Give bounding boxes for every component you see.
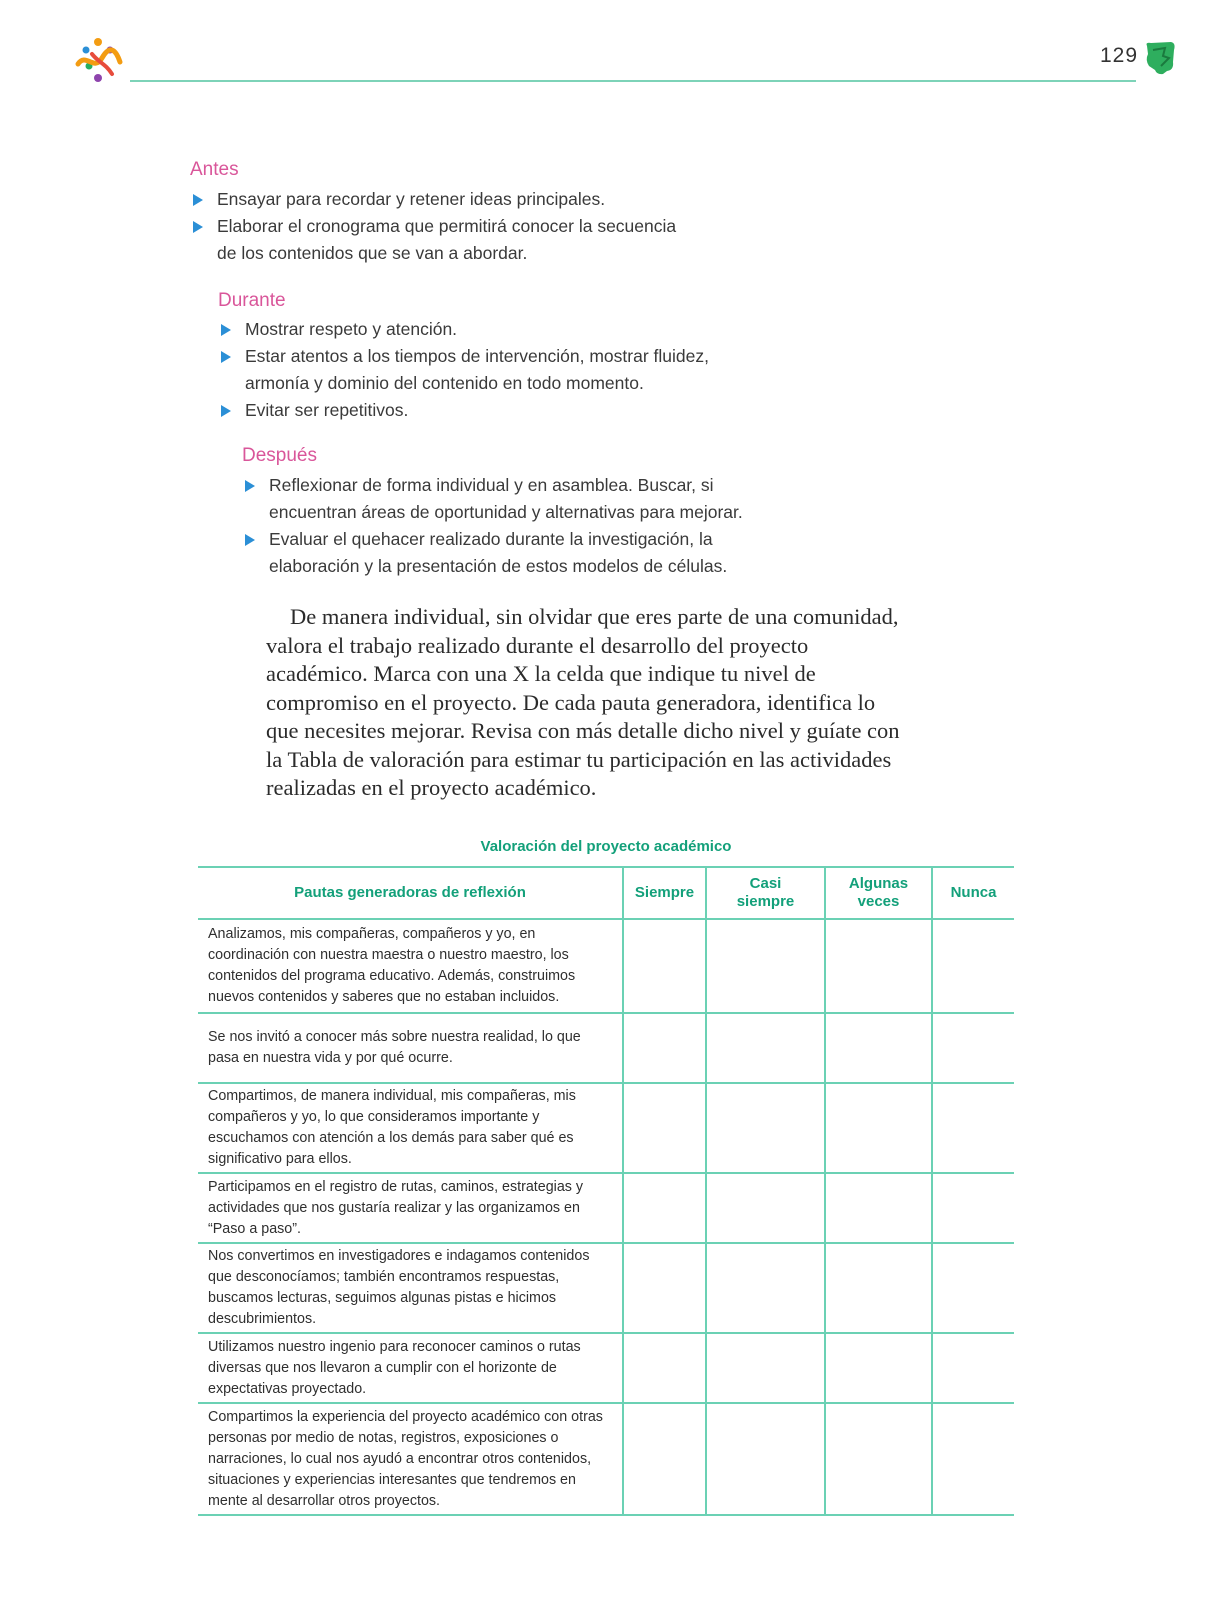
- antes-list: [190, 186, 710, 267]
- page-badge-icon: [1143, 40, 1177, 76]
- table-row: [198, 1173, 1014, 1243]
- bullet-arrow-icon: [221, 405, 231, 417]
- bullet-arrow-icon: [245, 534, 255, 546]
- cell-nunca[interactable]: [932, 1173, 1014, 1243]
- header-casi-siempre: Casi siempre: [706, 867, 825, 919]
- cell-siempre[interactable]: [623, 1243, 706, 1333]
- list-item: Elaborar el cronograma que permitirá conocer la secuencia de los contenidos que se van a abordar.: [190, 213, 692, 267]
- section-title-antes: Antes: [190, 159, 239, 180]
- cell-nunca[interactable]: [932, 1403, 1014, 1515]
- cell-nunca[interactable]: [932, 919, 1014, 1013]
- row-text: Se nos invitó a conocer más sobre nuestra realidad, lo que pasa en nuestra vida y por qué ocurre.: [198, 1013, 623, 1083]
- row-text: Participamos en el registro de rutas, caminos, estrategias y actividades que nos gustaría realizar y las organizamos en “Paso a paso”.: [198, 1173, 623, 1243]
- cell-casi-siempre[interactable]: [706, 1083, 825, 1173]
- cell-algunas-veces[interactable]: [825, 1333, 932, 1403]
- valoracion-table: [198, 866, 1014, 1516]
- table-row: [198, 1333, 1014, 1403]
- cell-siempre[interactable]: [623, 919, 706, 1013]
- instruction-paragraph: De manera individual, sin olvidar que eres parte de una comunidad, valora el trabajo realizado durante el desarrollo del proyecto académico. Marca con una X la celda que indique tu nivel de compromiso en el proyecto. De cada pauta generadora, identifica lo que necesites mejorar. Revisa con más detalle dicho nivel y guíate con la Tabla de valoración para estimar tu participación en las actividades realizadas en el proyecto académico.: [266, 604, 900, 800]
- table-header-row: [198, 867, 1014, 919]
- header-nunca: Nunca: [932, 867, 1014, 919]
- row-text: Compartimos la experiencia del proyecto académico con otras personas por medio de notas, registros, exposiciones o narraciones, lo cual nos ayudó a encontrar otros contenidos, situaciones y experiencias interesantes que tendremos en mente al desarrollar otros proyectos.: [198, 1403, 623, 1515]
- durante-list: [218, 316, 718, 424]
- cell-algunas-veces[interactable]: [825, 1403, 932, 1515]
- cell-algunas-veces[interactable]: [825, 1243, 932, 1333]
- header-rule: [130, 80, 1136, 82]
- table-title: Valoración del proyecto académico: [480, 838, 732, 855]
- cell-casi-siempre[interactable]: [706, 1243, 825, 1333]
- list-item: Evitar ser repetitivos.: [218, 397, 718, 424]
- table-row: [198, 1013, 1014, 1083]
- section-title-despues: Después: [242, 445, 317, 466]
- cell-nunca[interactable]: [932, 1013, 1014, 1083]
- table-row: [198, 1083, 1014, 1173]
- bullet-arrow-icon: [193, 221, 203, 233]
- table-row: [198, 1403, 1014, 1515]
- cell-casi-siempre[interactable]: [706, 1013, 825, 1083]
- list-item: Mostrar respeto y atención.: [218, 316, 718, 343]
- bullet-arrow-icon: [245, 480, 255, 492]
- cell-casi-siempre[interactable]: [706, 1333, 825, 1403]
- page-number: 129: [1100, 44, 1139, 67]
- bullet-arrow-icon: [221, 324, 231, 336]
- table-row: [198, 919, 1014, 1013]
- publisher-logo-icon: [72, 34, 124, 86]
- list-item: Ensayar para recordar y retener ideas principales.: [190, 186, 710, 213]
- header-pautas: Pautas generadoras de reflexión: [198, 867, 623, 919]
- row-text: Analizamos, mis compañeras, compañeros y yo, en coordinación con nuestra maestra o nuestro maestro, los contenidos del programa educativo. Además, construimos nuevos contenidos y saberes que no estaban incluidos.: [198, 919, 623, 1013]
- cell-siempre[interactable]: [623, 1333, 706, 1403]
- cell-algunas-veces[interactable]: [825, 1083, 932, 1173]
- cell-casi-siempre[interactable]: [706, 1403, 825, 1515]
- table-row: [198, 1243, 1014, 1333]
- list-item: Reflexionar de forma individual y en asamblea. Buscar, si encuentran áreas de oportunidad y alternativas para mejorar.: [242, 472, 747, 526]
- despues-list: [242, 472, 747, 580]
- cell-nunca[interactable]: [932, 1333, 1014, 1403]
- cell-siempre[interactable]: [623, 1013, 706, 1083]
- cell-siempre[interactable]: [623, 1173, 706, 1243]
- cell-algunas-veces[interactable]: [825, 1013, 932, 1083]
- row-text: Compartimos, de manera individual, mis compañeras, mis compañeros y yo, lo que consideramos importante y escuchamos con atención a los demás para saber qué es significativo para ellos.: [198, 1083, 623, 1173]
- row-text: Utilizamos nuestro ingenio para reconocer caminos o rutas diversas que nos llevaron a cumplir con el horizonte de expectativas proyectado.: [198, 1333, 623, 1403]
- cell-algunas-veces[interactable]: [825, 919, 932, 1013]
- cell-nunca[interactable]: [932, 1243, 1014, 1333]
- header-siempre: Siempre: [623, 867, 706, 919]
- header-algunas-veces: Algunas veces: [825, 867, 932, 919]
- cell-siempre[interactable]: [623, 1403, 706, 1515]
- cell-casi-siempre[interactable]: [706, 919, 825, 1013]
- row-text: Nos convertimos en investigadores e indagamos contenidos que desconocíamos; también encontramos respuestas, buscamos lecturas, seguimos algunas pistas e hicimos descubrimientos.: [198, 1243, 623, 1333]
- cell-siempre[interactable]: [623, 1083, 706, 1173]
- bullet-arrow-icon: [193, 194, 203, 206]
- list-item: Evaluar el quehacer realizado durante la investigación, la elaboración y la presentación de estos modelos de células.: [242, 526, 747, 580]
- list-item: Estar atentos a los tiempos de intervención, mostrar fluidez, armonía y dominio del contenido en todo momento.: [218, 343, 718, 397]
- cell-casi-siempre[interactable]: [706, 1173, 825, 1243]
- bullet-arrow-icon: [221, 351, 231, 363]
- section-title-durante: Durante: [218, 290, 286, 311]
- cell-nunca[interactable]: [932, 1083, 1014, 1173]
- cell-algunas-veces[interactable]: [825, 1173, 932, 1243]
